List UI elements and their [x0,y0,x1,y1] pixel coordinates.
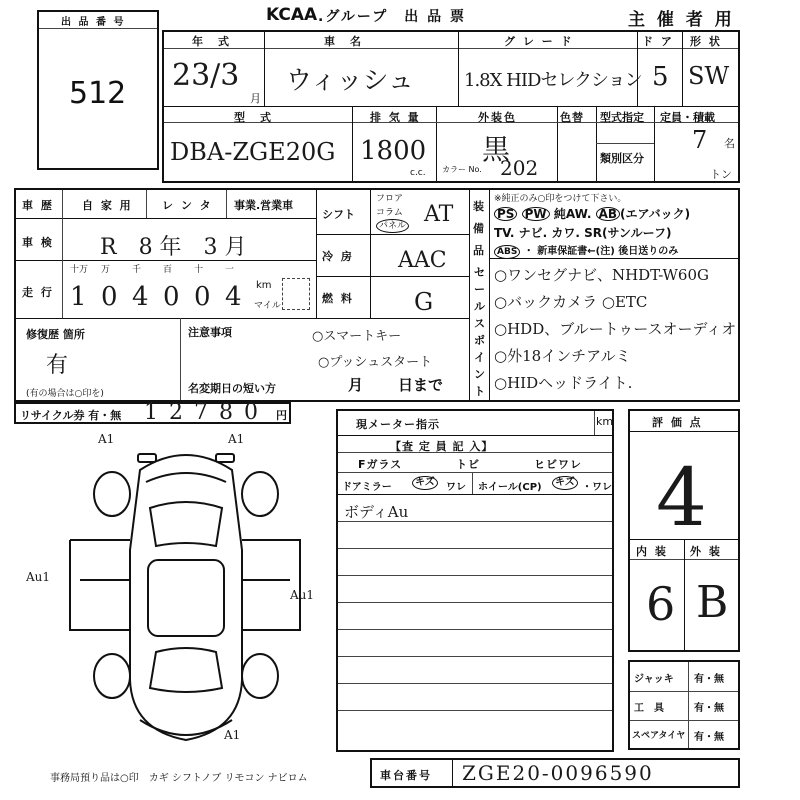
wheel-scratch-mark: キズ [552,476,578,490]
ac-value: AAC [398,248,447,273]
tools-value: 有・無 [694,703,724,714]
car-name-value: ウィッシュ [286,66,414,96]
mileage-unit-checkbox [282,278,310,310]
sales-point-item: ○ワンセグナビ、NHDT-W60G [494,266,709,284]
displacement-value: 1800 [360,136,427,166]
door-value: 5 [652,62,669,92]
damage-mark-front-left: A1 [98,432,115,446]
car-damage-diagram [20,430,320,760]
sales-point-item: ○HDD、ブルートゥースオーディオ [494,320,737,338]
fuel-value: G [414,288,434,316]
damage-mark-left-side: Au1 [26,570,51,584]
chassis-number-value: ZGE20-0096590 [462,761,654,785]
sales-point-list [494,262,736,397]
glass-crack-label: ヒビワレ [534,458,582,471]
shift-floor-option: フロア [376,194,404,204]
shift-label: シフト [322,208,355,221]
inspection-value: R 8 年 3 月 [100,235,247,260]
year-label: 年 式 [192,35,231,48]
meter-unit: km [596,415,614,428]
recycle-unit: 円 [276,409,289,422]
equipment-line-3: ABS ・ 新車保証書←(注) 後日送りのみ [494,242,678,259]
door-label: ド ア [642,35,674,48]
history-private-option: 自 家 用 [82,199,133,212]
inspector-note: ボディAu [344,503,409,521]
vehicle-basic-table [162,30,740,183]
year-month-unit: 月 [250,92,261,105]
overall-score: 4 [656,451,707,544]
inspector-section-title: 【査 定 員 記 入】 [390,440,494,453]
tire-front-left [94,472,130,516]
organizer-copy-label: 主 催 者 用 [628,10,735,30]
spare-tire-label: スペアタイヤ [632,731,686,741]
exterior-score: B [696,577,729,628]
exterior-label: 外 装 [690,545,722,558]
color-label: 外装色 [478,111,517,124]
caution-label: 注意事項 [188,326,232,339]
displacement-label: 排 気 量 [370,111,421,124]
shift-value: AT [424,202,454,227]
glass-chip-label: トビ [456,458,480,471]
sales-point-item: ○外18インチアルミ [494,347,631,365]
grade-value: 1.8X HIDセレクション [464,70,642,91]
grade-label: グ レ ー ド [504,35,574,48]
car-name-label: 車 名 [324,35,363,48]
capacity-value: 7 [692,126,708,154]
caution-list [312,324,432,376]
rename-day-unit: 日まで [398,376,444,394]
front-glass-label: Fガラス [358,458,403,471]
evaluation-score-box [628,409,740,652]
repair-history-value: 有 [46,353,69,378]
lot-number-box [37,10,159,170]
equipment-label: 装 備 品 [473,200,484,257]
form-title: .グループ 出 品 票 [318,9,466,25]
damage-mark-front-right: A1 [228,432,245,446]
color-change-label: 色替 [560,111,584,124]
wheel-label: ホイール(CP) [478,482,542,493]
jack-value: 有・無 [694,674,724,685]
chassis-number-label: 車台番号 [380,769,432,782]
ac-label: 冷 房 [322,250,354,263]
equipment-line-1: PS PW 純AW. AB (エアバック) [494,205,690,222]
accessories-box [628,660,740,750]
history-rental-option: レ ン タ [162,199,213,212]
lot-number-label: 出 品 番 号 [61,17,126,28]
recycle-value: 12780 [144,400,269,425]
model-code-label: 型 式 [234,111,273,124]
shift-column-option: コラム [376,208,403,218]
logo: KCAA [266,5,318,25]
history-commercial-option: 事業.営業車 [234,199,294,212]
sales-point-label: セールスポイント [474,266,485,398]
tire-rear-right [242,654,278,698]
damage-mark-rear: A1 [224,728,241,742]
repair-history-label: 修復歴 箇所 [26,328,85,341]
wheel-crack-label: ・ワレ [582,482,612,493]
tire-rear-left [94,654,130,698]
color-number-value: 202 [500,156,539,180]
mileage-digit-labels: 十万 万 千 百 十 一 [70,265,235,275]
color-number-label: カラー No. [442,165,482,174]
tools-label: 工 具 [634,703,664,714]
shift-panel-option: パネル [376,219,409,233]
inspection-label: 車 検 [22,236,54,249]
recycle-row [14,402,291,424]
caution-item: ○プッシュスタート [318,355,433,370]
history-label: 車 歴 [22,199,54,212]
capacity-unit: 名 [724,137,735,150]
category-class-label: 類別区分 [600,152,644,165]
jack-label: ジャッキ [634,674,674,685]
repair-history-note: (有の場合は○印を) [26,389,104,399]
lot-number-value: 512 [69,76,127,111]
vehicle-detail-table [14,188,740,402]
rename-deadline-label: 名変期日の短い方 [188,382,276,395]
fuel-label: 燃 料 [322,292,354,305]
office-custody-note: 事務局預り品は○印 カギ シフトノブ リモコン ナビロム [50,773,308,784]
equipment-note: ※純正のみ○印をつけて下さい。 [494,194,627,204]
tire-front-right [242,472,278,516]
equipment-line-2: TV. ナビ. カワ. SR(サンルーフ) [494,226,672,240]
mirror-crack-label: ワレ [446,482,466,493]
interior-label: 内 装 [636,545,668,558]
mileage-digits: 1 0 4 0 0 4 [70,282,242,312]
sales-point-item: ○HIDヘッドライト. [494,374,633,392]
recycle-label: リサイクル券 有・無 [20,409,122,422]
score-label: 評 価 点 [652,416,703,429]
displacement-unit: c.c. [410,168,426,178]
inspector-notes-box [336,409,614,752]
interior-score: 6 [646,577,676,631]
sales-point-item: ○バックカメラ ○ETC [494,293,648,311]
tonnage-unit: トン [710,168,732,181]
color-value: 黒 [482,133,511,166]
mileage-unit-km: km [256,280,272,291]
spare-tire-value: 有・無 [694,732,724,743]
rename-month-unit: 月 [348,376,364,394]
caution-item: ○スマートキー [312,329,402,344]
chassis-number-box [370,758,740,788]
model-code-value: DBA-ZGE20G [170,138,336,166]
mileage-unit-mile: マイル [254,301,281,311]
mileage-label: 走 行 [22,286,54,299]
mirror-scratch-mark: キズ [412,476,438,490]
model-designation-label: 型式指定 [600,111,644,124]
door-mirror-label: ドアミラー [342,482,392,493]
year-value: 23/3 [172,58,240,93]
capacity-label: 定員・積載 [660,111,715,124]
meter-label: 現メーター指示 [356,418,440,431]
body-shape-label: 形 状 [690,35,722,48]
body-shape-value: SW [688,62,730,90]
damage-mark-right-side: Au1 [290,588,315,602]
